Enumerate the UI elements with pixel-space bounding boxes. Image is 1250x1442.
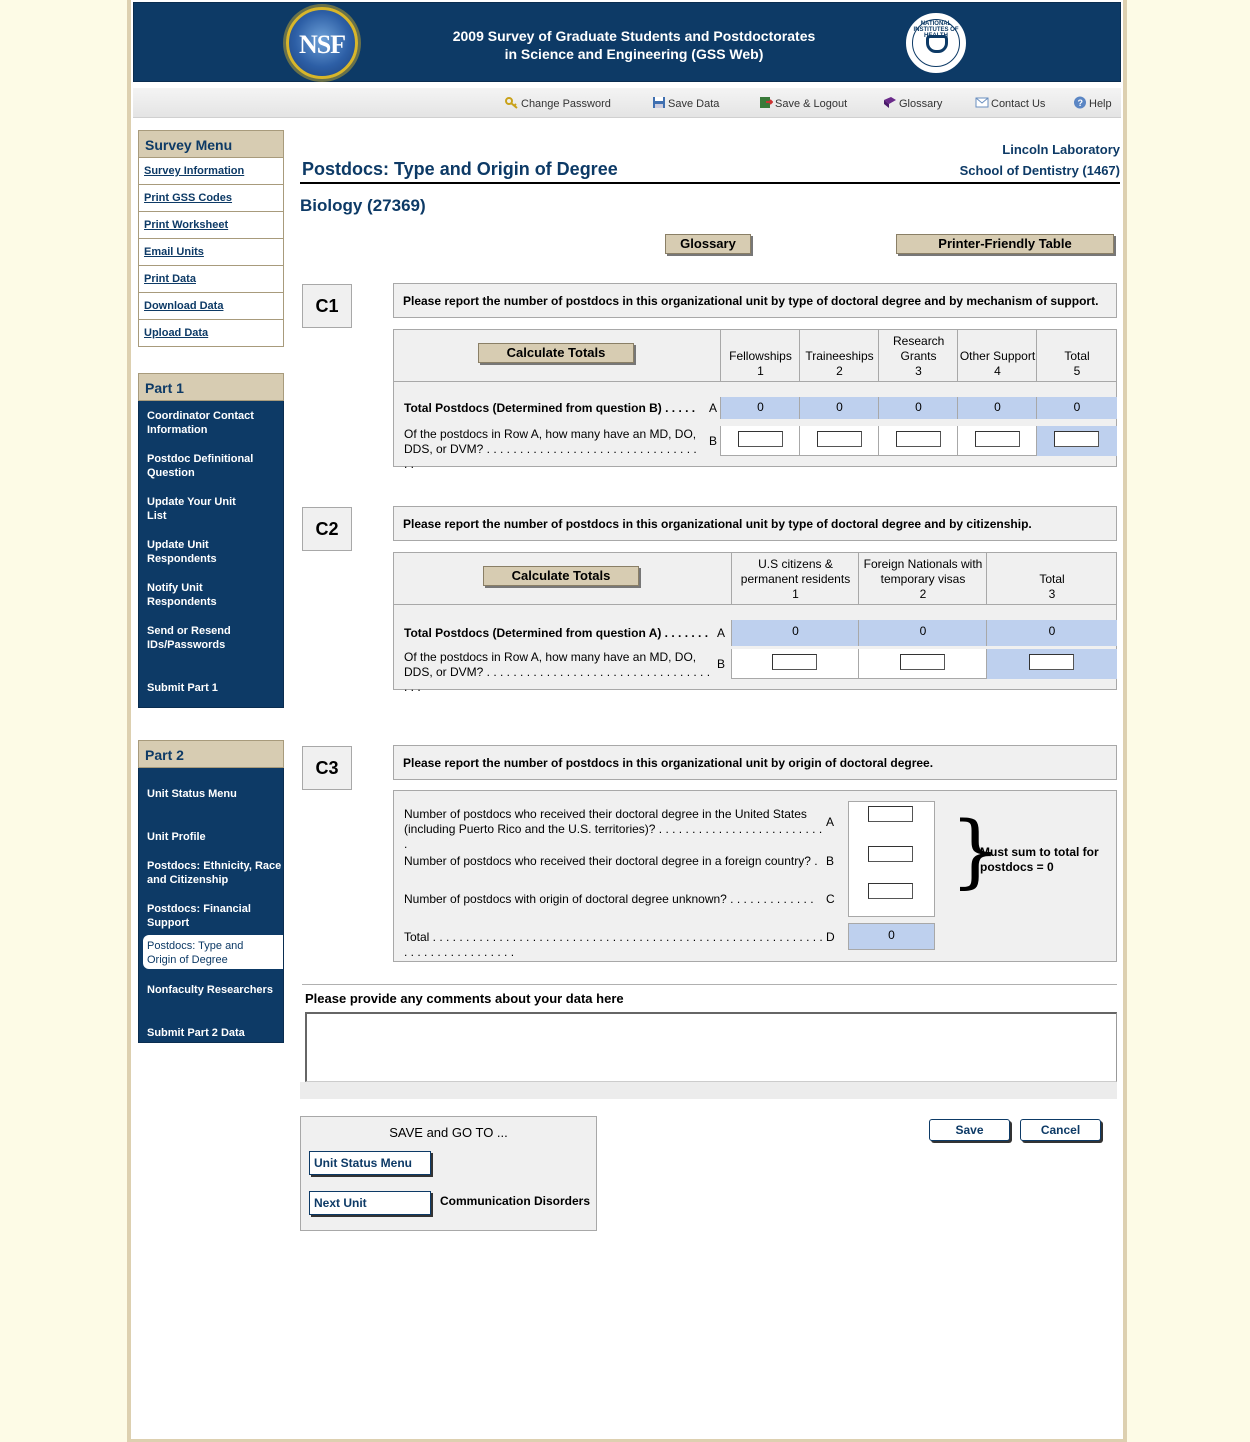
c2-question: Please report the number of postdocs in this organizational unit by type of doctoral degree and by citizenship. bbox=[393, 506, 1117, 541]
survey-menu-title: Survey Menu bbox=[138, 130, 284, 158]
part2-title: Part 2 bbox=[138, 740, 284, 768]
envelope-icon bbox=[975, 96, 989, 109]
sum-brace-icon: } bbox=[950, 804, 1001, 897]
next-unit-name: Communication Disorders bbox=[440, 1194, 591, 1208]
save-data-link[interactable]: Save Data bbox=[652, 96, 719, 110]
printer-friendly-table-button[interactable]: Printer-Friendly Table bbox=[896, 234, 1114, 254]
part1-item-submit-part1[interactable]: Submit Part 1 bbox=[147, 682, 218, 694]
c3-row-b-input[interactable] bbox=[868, 846, 913, 862]
comments-textarea[interactable] bbox=[305, 1012, 1117, 1082]
header-banner bbox=[133, 2, 1121, 82]
part2-item-nonfaculty-researchers[interactable]: Nonfaculty Researchers bbox=[147, 984, 273, 996]
c3-row-c-letter: C bbox=[826, 892, 835, 906]
c1-col-header: Research Grants 3 bbox=[878, 330, 958, 381]
glossary-button[interactable]: Glossary bbox=[665, 234, 751, 254]
c3-sum-note: Must sum to total for postdocs = 0 bbox=[980, 845, 1099, 874]
c1-question: Please report the number of postdocs in this organizational unit by type of doctoral degree and by mechanism of support. bbox=[393, 283, 1117, 318]
c1-col-header: Traineeships 2 bbox=[799, 330, 879, 381]
separator-bar bbox=[300, 1082, 1117, 1099]
svg-text:?: ? bbox=[1077, 98, 1083, 108]
section-c1-label: C1 bbox=[302, 284, 352, 328]
part1-item-postdoc-definitional[interactable]: Postdoc Definitional Question bbox=[147, 453, 254, 479]
section-c2-label: C2 bbox=[302, 507, 352, 551]
save-logout-link[interactable]: Save & Logout bbox=[759, 96, 847, 110]
part2-menu bbox=[138, 768, 284, 1043]
survey-menu-item-print-worksheet[interactable]: Print Worksheet bbox=[138, 212, 284, 239]
c1-row-a-letter: A bbox=[709, 401, 718, 415]
c1-table bbox=[393, 329, 1117, 471]
c3-row-a-label: Number of postdocs who received their doctoral degree in the United States (including Puerto Rico and the U.S. territories)? . . . . . . . . . . . . . . . . . . . . . . . . . . bbox=[404, 807, 823, 851]
c1-row-a-value: 0 bbox=[878, 397, 958, 419]
cancel-button[interactable]: Cancel bbox=[1020, 1119, 1101, 1141]
c3-row-a-input[interactable] bbox=[868, 806, 913, 822]
c1-row-a-value: 0 bbox=[957, 397, 1037, 419]
part1-menu bbox=[138, 401, 284, 708]
organization-name: Lincoln Laboratory bbox=[1002, 142, 1120, 157]
next-unit-button[interactable]: Next Unit bbox=[309, 1191, 431, 1215]
survey-menu-item-upload-data[interactable]: Upload Data bbox=[138, 320, 284, 347]
c2-row-a-letter: A bbox=[717, 626, 726, 640]
glossary-link[interactable]: Glossary bbox=[883, 96, 942, 110]
part1-item-send-ids-passwords[interactable]: Send or Resend IDs/Passwords bbox=[147, 625, 231, 651]
c2-row-a-label: Total Postdocs (Determined from question A) . . . . . . . bbox=[404, 626, 709, 640]
contact-us-link[interactable]: Contact Us bbox=[975, 96, 1045, 110]
toolbar bbox=[133, 88, 1121, 118]
c2-row-b-total-input[interactable] bbox=[1029, 654, 1074, 670]
c1-row-a-value: 0 bbox=[720, 397, 800, 419]
page-title: Postdocs: Type and Origin of Degree bbox=[302, 159, 618, 179]
c2-col-header: Foreign Nationals with temporary visas 2 bbox=[858, 553, 987, 604]
survey-title: 2009 Survey of Graduate Students and Postdoctorates in Science and Engineering (GSS Web) bbox=[452, 28, 816, 62]
survey-menu-item-print-gss-codes[interactable]: Print GSS Codes bbox=[138, 185, 284, 212]
c1-row-b-total-input[interactable] bbox=[1054, 431, 1099, 447]
survey-menu-item-download-data[interactable]: Download Data bbox=[138, 293, 284, 320]
c3-question: Please report the number of postdocs in this organizational unit by origin of doctoral degree. bbox=[393, 745, 1117, 780]
floppy-icon bbox=[652, 96, 666, 109]
part2-item-submit-part2[interactable]: Submit Part 2 Data bbox=[147, 1027, 245, 1039]
nih-logo: NATIONAL INSTITUTES OF HEALTH bbox=[904, 11, 968, 75]
survey-menu bbox=[138, 130, 284, 347]
part2-item-unit-status-menu[interactable]: Unit Status Menu bbox=[147, 788, 237, 800]
comments-divider bbox=[302, 984, 1117, 985]
c1-row-b-input[interactable] bbox=[738, 431, 783, 447]
c2-col-header: U.S citizens & permanent residents 1 bbox=[731, 553, 859, 604]
title-divider bbox=[300, 182, 1120, 184]
c1-row-b-input[interactable] bbox=[896, 431, 941, 447]
c1-calculate-totals-button[interactable]: Calculate Totals bbox=[478, 343, 634, 363]
survey-menu-item-print-data[interactable]: Print Data bbox=[138, 266, 284, 293]
part2-item-type-origin-degree[interactable]: Postdocs: Type and Origin of Degree bbox=[143, 935, 283, 969]
c1-row-b-input[interactable] bbox=[817, 431, 862, 447]
page-frame bbox=[127, 0, 1127, 1442]
c3-row-b-letter: B bbox=[826, 854, 835, 868]
left-navigation bbox=[138, 130, 284, 1043]
c2-row-b-input[interactable] bbox=[900, 654, 945, 670]
c1-col-header: Total 5 bbox=[1036, 330, 1117, 381]
c2-row-a-value: 0 bbox=[731, 620, 859, 646]
c2-col-header: Total 3 bbox=[986, 553, 1117, 604]
c3-row-c-input[interactable] bbox=[868, 883, 913, 899]
save-goto-heading: SAVE and GO TO ... bbox=[389, 1125, 508, 1140]
c2-calculate-totals-button[interactable]: Calculate Totals bbox=[483, 566, 639, 586]
c1-row-b-letter: B bbox=[709, 434, 718, 448]
save-logout-icon bbox=[759, 96, 773, 109]
book-icon bbox=[883, 96, 897, 109]
c2-row-b-input[interactable] bbox=[772, 654, 817, 670]
c1-row-b-input[interactable] bbox=[975, 431, 1020, 447]
c3-total-letter: D bbox=[826, 930, 835, 944]
c1-row-b-label: Of the postdocs in Row A, how many have an MD, DO, DDS, or DVM? . . . . . . . . . . . . . . . . . . . . . . . . . . . . . . . . . . bbox=[404, 427, 697, 471]
help-icon bbox=[1073, 96, 1087, 109]
part1-title: Part 1 bbox=[138, 373, 284, 401]
c1-row-a-value: 0 bbox=[1036, 397, 1117, 419]
key-icon bbox=[505, 96, 519, 109]
c1-col-header: Fellowships 1 bbox=[720, 330, 800, 381]
c3-row-c-label: Number of postdocs with origin of doctoral degree unknown? . . . . . . . . . . . . . bbox=[404, 892, 814, 906]
survey-menu-item-email-units[interactable]: Email Units bbox=[138, 239, 284, 266]
nsf-logo: NSF bbox=[286, 7, 358, 79]
survey-menu-item-survey-information[interactable]: Survey Information bbox=[138, 158, 284, 185]
c3-table bbox=[393, 790, 1117, 962]
save-and-go-to-panel bbox=[300, 1116, 597, 1231]
unit-name: Biology (27369) bbox=[300, 196, 426, 215]
section-c3-label: C3 bbox=[302, 746, 352, 790]
c2-row-a-value: 0 bbox=[858, 620, 987, 646]
part2-item-financial-support[interactable]: Postdocs: Financial Support bbox=[147, 903, 251, 929]
school-name: School of Dentistry (1467) bbox=[959, 163, 1120, 178]
c2-table bbox=[393, 552, 1117, 694]
part1-item-notify-unit-respondents[interactable]: Notify Unit Respondents bbox=[147, 582, 217, 608]
change-password-link[interactable]: Change Password bbox=[505, 96, 611, 110]
c3-total-value: 0 bbox=[848, 923, 935, 950]
part1-item-update-unit-respondents[interactable]: Update Unit Respondents bbox=[147, 539, 217, 565]
c1-row-a-label: Total Postdocs (Determined from question B) . . . . . bbox=[404, 401, 696, 415]
part1-item-coordinator-contact[interactable]: Coordinator Contact Information bbox=[147, 410, 254, 436]
comments-label: Please provide any comments about your data here bbox=[305, 991, 624, 1006]
c3-row-b-label: Number of postdocs who received their doctoral degree in a foreign country? . bbox=[404, 854, 818, 868]
c2-row-b-letter: B bbox=[717, 657, 726, 671]
part2-item-ethnicity-race-citizenship[interactable]: Postdocs: Ethnicity, Race and Citizenship bbox=[147, 860, 282, 886]
c3-row-a-letter: A bbox=[826, 815, 835, 829]
c3-total-label: Total . . . . . . . . . . . . . . . . . . . . . . . . . . . . . . . . . . . . . . . . . . . . . . . . . . . . . . . . . . . . . . . . . . . . . . . . . . . . bbox=[404, 930, 823, 959]
unit-status-menu-button[interactable]: Unit Status Menu bbox=[309, 1151, 431, 1175]
save-button[interactable]: Save bbox=[929, 1119, 1010, 1141]
part2-item-unit-profile[interactable]: Unit Profile bbox=[147, 831, 206, 843]
c1-col-header: Other Support 4 bbox=[957, 330, 1037, 381]
help-link[interactable]: ? Help bbox=[1073, 96, 1112, 110]
c2-row-a-value: 0 bbox=[986, 620, 1117, 646]
c2-row-b-label: Of the postdocs in Row A, how many have an MD, DO, DDS, or DVM? . . . . . . . . . . . . . . . . . . . . . . . . . . . . . . . . . . . . . bbox=[404, 650, 711, 694]
part1-item-update-unit-list[interactable]: Update Your Unit List bbox=[147, 496, 236, 522]
c1-row-a-value: 0 bbox=[799, 397, 879, 419]
